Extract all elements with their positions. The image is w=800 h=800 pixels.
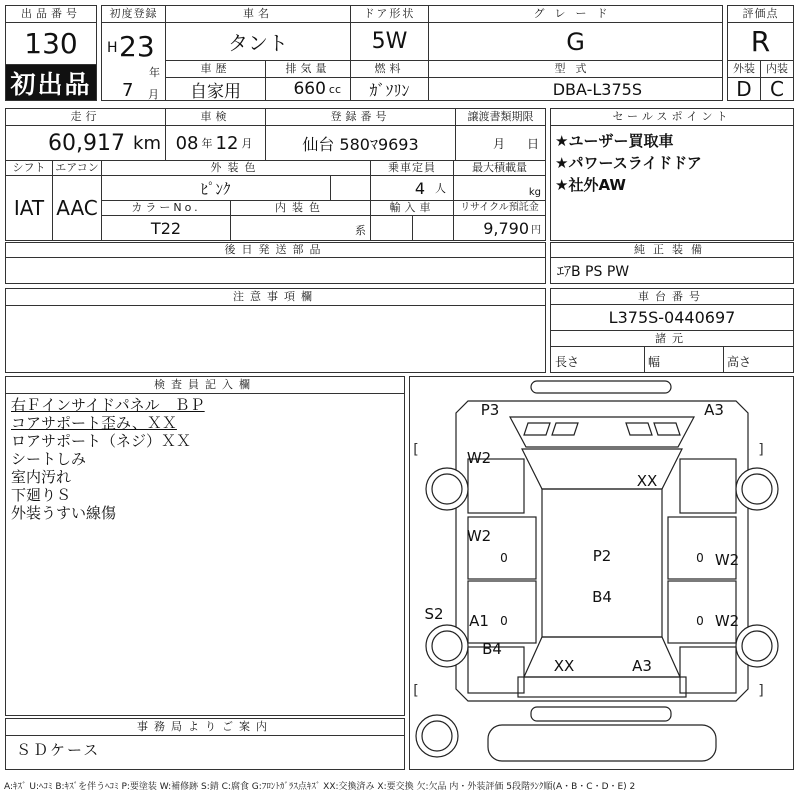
fuel-label: 燃料 <box>351 61 428 78</box>
shift-value: IAT <box>13 196 45 220</box>
max-load-unit: kg <box>528 187 541 198</box>
specs-length <box>551 347 645 372</box>
mileage-label: 走行 <box>6 109 165 126</box>
exterior-score-value: D <box>736 78 752 100</box>
notes-cell <box>5 288 546 373</box>
damage-code-left-step: S2 <box>424 605 444 623</box>
door-type-label: ドア形状 <box>351 6 428 23</box>
import-divider <box>412 216 413 240</box>
damage-code-right-front-door: W2 <box>714 551 740 569</box>
office-notes-cell <box>5 718 405 770</box>
exterior-color-value: ﾋﾟﾝｸ <box>200 179 231 198</box>
recycle-label: リサイクル預託金 <box>454 201 545 216</box>
interior-color-value <box>231 216 370 240</box>
capacity-cell <box>370 160 454 201</box>
sales-point-item: ★ユーザー買取車 <box>555 132 674 150</box>
color-no-label: カラーNo. <box>102 201 230 216</box>
score-cell <box>727 5 794 61</box>
registration-year: 23 <box>119 30 155 63</box>
inspection-month: 12 <box>215 132 239 154</box>
specs-height <box>723 347 793 372</box>
sales-points-label: セールスポイント <box>551 109 793 126</box>
first-registration-value <box>102 24 165 100</box>
exterior-color-cell <box>101 160 371 201</box>
chassis-cell <box>550 288 794 373</box>
damage-code-legend: A:ｷｽﾞ U:ﾍｺﾐ B:ｷｽﾞを伴うﾍｺﾐ P:要塗装 W:補修跡 S:錆 C:腐食 G:ﾌﾛﾝﾄｶﾞﾗｽ点ｷｽﾞ XX:交換済み X:要交換 欠:欠品 内・外装評価 5段階ﾗﾝｸ順(A・B・C・D・E) 2 <box>4 782 636 792</box>
inspector-note-line: 下廻りＳ <box>11 486 72 504</box>
history-cell <box>165 60 266 101</box>
color-no-cell <box>101 200 231 241</box>
later-parts-cell <box>5 242 546 284</box>
notes-label: 注意事項欄 <box>6 289 545 306</box>
transfer-docs-value <box>456 126 545 160</box>
aircon-label: エアコン <box>53 161 101 176</box>
inspector-note-line: 外装うすい線傷 <box>11 504 117 522</box>
capacity-label: 乗車定員 <box>371 161 453 176</box>
capacity-number: 4 <box>414 178 425 198</box>
damage-code-left-front-door: W2 <box>466 527 492 545</box>
displacement-unit: cc <box>328 82 341 96</box>
inspector-notes-cell <box>5 376 405 716</box>
inspection-year: 08 <box>175 132 199 154</box>
color-no-value: T22 <box>150 218 182 238</box>
bracket-front-right: ] <box>758 442 764 458</box>
displacement-number: 660 <box>293 79 326 99</box>
interior-color-unit: 系 <box>355 224 366 237</box>
aircon-cell <box>52 160 102 241</box>
chassis-value: L375S-0440697 <box>551 305 793 331</box>
door-type-cell <box>350 5 429 61</box>
transfer-month-unit: 月 <box>492 136 505 151</box>
shift-label: シフト <box>6 161 52 176</box>
specs-length-label: 長さ <box>555 355 580 369</box>
inspection-label: 車検 <box>166 109 265 126</box>
inspector-note-line: ロアサポート（ネジ）ＸＸ <box>11 432 192 450</box>
interior-score-cell <box>760 60 794 101</box>
registration-month: 7 <box>122 80 134 101</box>
lot-number-cell <box>5 5 97 65</box>
recycle-value <box>454 216 545 240</box>
inspection-year-unit: 年 <box>201 137 213 150</box>
mileage-cell <box>5 108 166 161</box>
history-value: 自家用 <box>190 81 241 100</box>
max-load-cell <box>453 160 546 201</box>
later-parts-label: 後日発送部品 <box>6 243 545 258</box>
fuel-value: ｶﾞｿﾘﾝ <box>369 80 410 100</box>
damage-code-front-left-corner: P3 <box>480 401 500 419</box>
exterior-color-label: 外装色 <box>102 161 370 176</box>
sales-point-item: ★パワースライドドア <box>555 154 702 172</box>
model-cell <box>428 60 723 101</box>
displacement-label: 排気量 <box>266 61 350 78</box>
transfer-docs-cell <box>455 108 546 161</box>
damage-code-roof: P2 <box>592 547 612 565</box>
displacement-value <box>266 78 350 100</box>
bracket-rear-left: [ <box>413 683 419 699</box>
aircon-value: AAC <box>56 196 98 220</box>
bracket-front-left: [ <box>413 442 419 458</box>
mark-right-front-door: 0 <box>696 551 704 565</box>
damage-code-front-right-corner: A3 <box>704 401 724 419</box>
mileage-number: 60,917 <box>48 130 126 156</box>
damage-code-rear-right: A3 <box>632 657 652 675</box>
exterior-color-divider <box>330 176 331 200</box>
office-notes-value: ＳＤケース <box>16 741 101 759</box>
registration-era: H <box>107 40 118 56</box>
chassis-label: 車台番号 <box>551 289 793 305</box>
specs-width-label: 幅 <box>648 355 661 369</box>
registration-number-cell <box>265 108 456 161</box>
exterior-color-body <box>102 176 329 200</box>
door-type-value: 5W <box>371 29 408 54</box>
inspection-cell <box>165 108 266 161</box>
grade-cell <box>428 5 723 61</box>
car-outline <box>410 377 793 769</box>
first-registration-cell <box>101 5 166 101</box>
inspection-month-unit: 月 <box>241 137 253 150</box>
car-name-cell <box>165 5 351 61</box>
inspector-note-line: 室内汚れ <box>11 468 72 486</box>
registration-number-value: 仙台 580ﾏ9693 <box>302 134 419 154</box>
lot-number-value: 130 <box>24 27 78 60</box>
first-listing-badge: 初出品 <box>5 64 97 101</box>
registration-number-label: 登録番号 <box>266 109 455 126</box>
mark-left-front-door: 0 <box>500 551 508 565</box>
import-label: 輸入車 <box>371 201 453 216</box>
exterior-score-label: 外装 <box>728 61 760 78</box>
standard-equipment-label: 純正装備 <box>551 243 793 258</box>
shift-cell <box>5 160 53 241</box>
recycle-unit: 円 <box>531 224 541 236</box>
office-notes-label: 事務局よりご案内 <box>6 719 404 736</box>
recycle-number: 9,790 <box>483 218 529 238</box>
transfer-docs-label: 譲渡書類期限 <box>456 109 545 126</box>
mark-right-rear-door: 0 <box>696 614 704 628</box>
model-label: 型式 <box>429 61 722 78</box>
inspector-note-line: コアサポート歪み、ＸＸ <box>11 414 177 432</box>
interior-score-value: C <box>770 78 784 100</box>
damage-code-front-core: XX <box>636 472 658 490</box>
interior-color-cell <box>230 200 371 241</box>
max-load-value <box>454 176 545 200</box>
sales-points-cell <box>550 108 794 241</box>
registration-year-unit: 年 <box>149 66 160 79</box>
registration-month-unit: 月 <box>148 88 159 101</box>
damage-code-left-front-fender: W2 <box>466 449 492 467</box>
max-load-label: 最大積載量 <box>454 161 545 176</box>
car-name-value: タント <box>228 31 288 55</box>
import-cell <box>370 200 454 241</box>
grade-label: グレード <box>429 6 722 23</box>
mileage-value <box>6 126 165 160</box>
capacity-unit: 人 <box>435 182 446 195</box>
specs-label: 諸元 <box>551 331 793 347</box>
recycle-cell <box>453 200 546 241</box>
damage-code-right-rear-door: W2 <box>714 612 740 630</box>
damage-code-left-rear-door: A1 <box>469 612 489 630</box>
first-registration-label: 初度登録 <box>102 6 165 23</box>
inspection-value <box>166 126 265 160</box>
car-damage-diagram <box>409 376 794 770</box>
mileage-unit: km <box>133 132 161 154</box>
bracket-rear-right: ] <box>758 683 764 699</box>
transfer-day-unit: 日 <box>526 136 539 151</box>
standard-equipment-value: ｴｱB PS PW <box>557 263 630 280</box>
grade-value: G <box>566 27 585 56</box>
inspector-notes-list <box>11 396 400 522</box>
damage-code-rear-left: XX <box>553 657 575 675</box>
damage-code-roof-rear: B4 <box>592 588 612 606</box>
score-value: R <box>750 25 771 58</box>
exterior-score-cell <box>727 60 761 101</box>
score-label: 評価点 <box>728 6 793 23</box>
inspector-notes-label: 検査員記入欄 <box>6 377 404 394</box>
standard-equipment-cell <box>550 242 794 284</box>
interior-score-label: 内装 <box>761 61 793 78</box>
damage-code-left-rear-quarter: B4 <box>482 640 502 658</box>
history-label: 車歴 <box>166 61 265 78</box>
displacement-cell <box>265 60 351 101</box>
mark-left-rear-door: 0 <box>500 614 508 628</box>
fuel-cell <box>350 60 429 101</box>
capacity-value <box>371 176 453 200</box>
inspector-note-line: 右Ｆインサイドパネル ＢＰ <box>11 396 205 414</box>
car-name-label: 車名 <box>166 6 350 23</box>
inspector-note-line: シートしみ <box>11 450 87 468</box>
model-value: DBA-L375S <box>552 79 642 99</box>
lot-number-label: 出品番号 <box>6 6 96 23</box>
sales-points-list <box>555 130 791 196</box>
specs-width <box>644 347 724 372</box>
interior-color-label: 内装色 <box>231 201 370 216</box>
sales-point-item: ★社外AW <box>555 176 626 194</box>
specs-height-label: 高さ <box>727 355 752 369</box>
